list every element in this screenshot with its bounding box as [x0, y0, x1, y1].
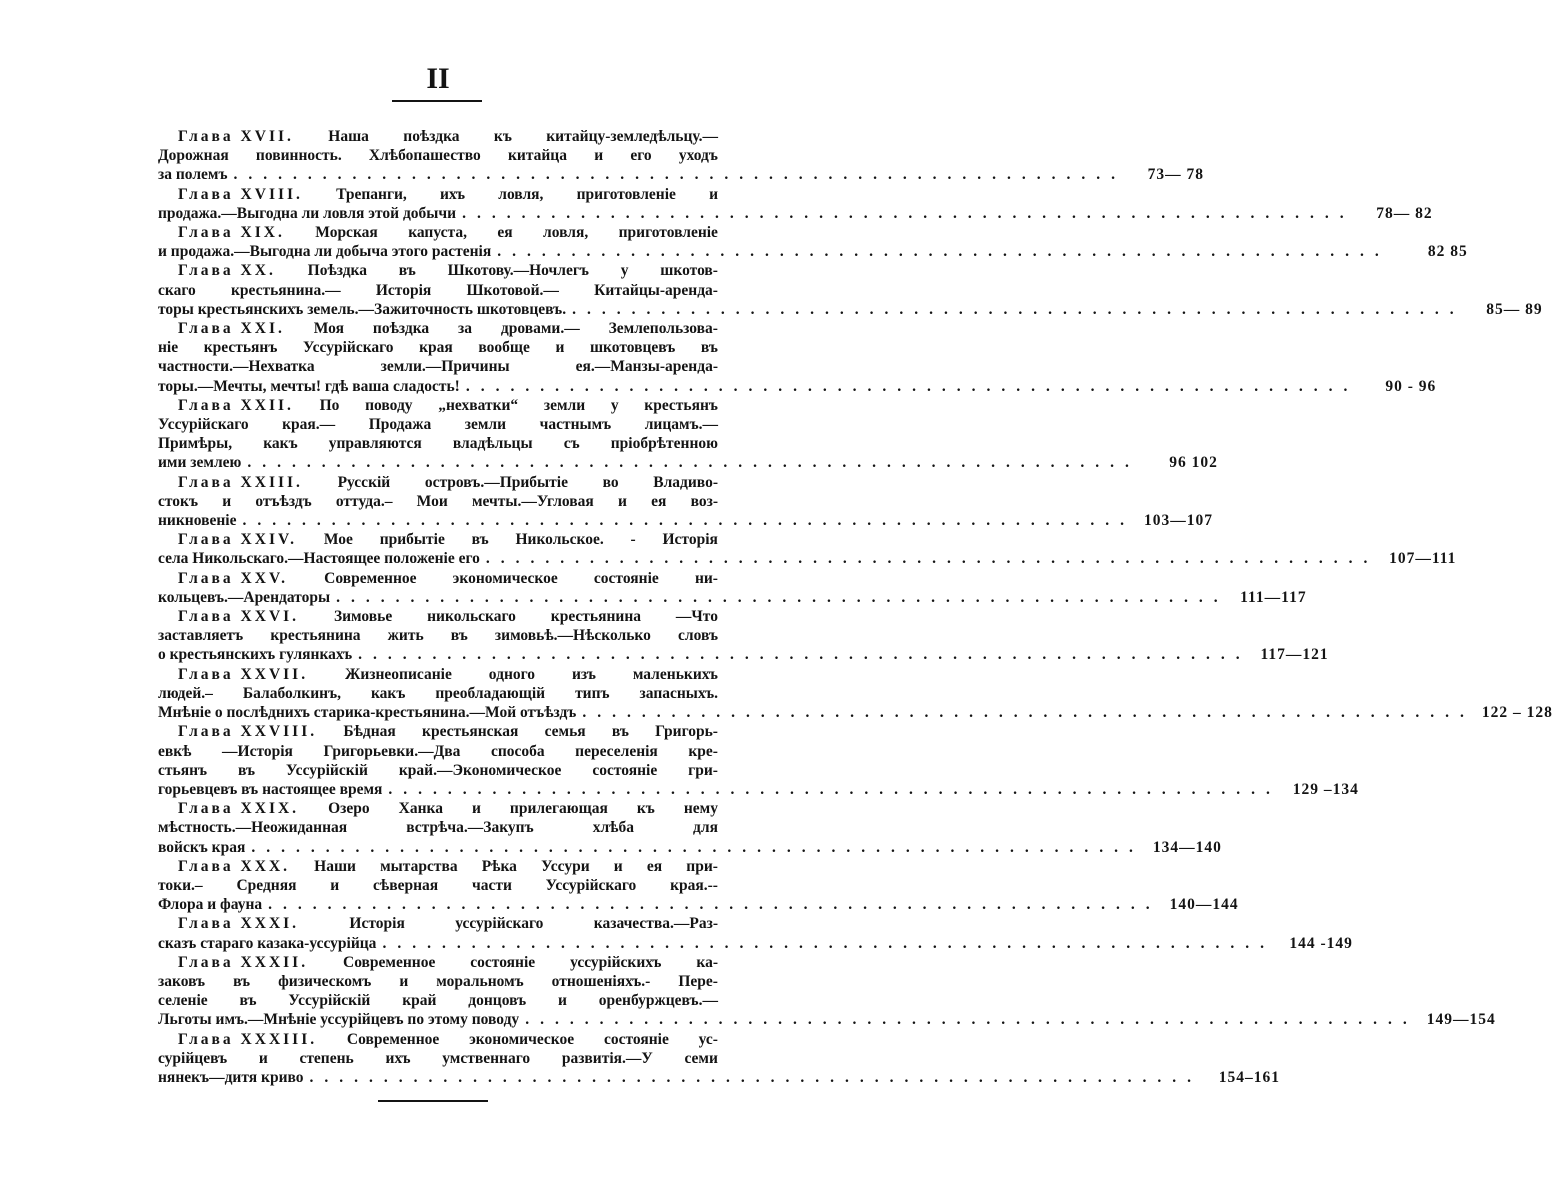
entry-first-line: Глава XVII. Наша поѣздка къ китайцу-земледѣльцу.— — [178, 128, 718, 145]
toc-entry — [158, 127, 1205, 185]
dot-leader: ............................................................ — [268, 896, 1161, 914]
entry-last-text: войскъ края — [158, 838, 246, 856]
chapter-label: Глава XXXIII. — [178, 1030, 318, 1048]
entry-last-text: кольцевъ.—Арендаторы — [158, 588, 331, 606]
page-range: 90 - 96 — [1385, 377, 1437, 395]
toc-entry — [158, 319, 1437, 396]
entry-middle-line: Уссурійскаго края.— Продажа земли частнымъ лицамъ.— — [158, 416, 718, 434]
entry-last-line — [158, 300, 1543, 319]
dot-leader: ............................................................ — [582, 704, 1475, 722]
entry-first-line: Глава XXIX. Озеро Ханка и прилегающая къ нему — [178, 800, 718, 818]
entry-last-text: Мнѣніе о послѣднихъ старика-крестьянина.—Мой отъѣздъ — [158, 704, 577, 722]
dot-leader: ............................................................ — [309, 1068, 1203, 1086]
chapter-label: Глава XXXII. — [178, 953, 309, 971]
dot-leader: ............................................................ — [233, 166, 1127, 184]
table-of-contents — [158, 127, 1553, 1087]
entry-last-line — [158, 1068, 1281, 1087]
dot-leader: ............................................................ — [465, 377, 1359, 395]
entry-last-text: никновеніе — [158, 512, 237, 530]
page-range: 154–161 — [1218, 1068, 1281, 1086]
entry-last-line — [158, 703, 1553, 722]
entry-last-line — [158, 204, 1433, 223]
page-range: 111—117 — [1240, 588, 1307, 606]
dot-leader: ............................................................ — [525, 1011, 1418, 1029]
closing-rule — [378, 1100, 488, 1102]
entry-first-line: Глава XXVIII. Бѣдная крестьянская семья въ Григорь- — [178, 723, 718, 741]
entry-last-line — [158, 377, 1437, 396]
entry-middle-line: людей.– Балаболкинъ, какъ преобладающій типъ запасныхъ. — [158, 684, 718, 702]
entry-last-line — [158, 780, 1359, 799]
dot-leader: ............................................................ — [242, 512, 1135, 530]
entry-first-line: Глава XVIII. Трепанги, ихъ ловля, приготовленіе и — [178, 185, 718, 203]
entry-first-line: Глава XXVI. Зимовье никольскаго крестьянина —Что — [178, 608, 718, 626]
dot-leader: ............................................................ — [497, 243, 1390, 261]
entry-first-line: Глава XXVII. Жизнеописаніе одного изъ маленькихъ — [178, 665, 718, 683]
entry-middle-line: скаго крестьянина.— Исторія Шкотовой.— Китайцы-арендa- — [158, 281, 718, 299]
page-range: 129 –134 — [1292, 780, 1359, 798]
toc-entry — [158, 722, 1359, 799]
toc-entry — [158, 1030, 1281, 1088]
entry-first-line: Глава XXXI. Исторія уссурійскаго казачества.—Раз- — [178, 915, 718, 933]
page-number-rule — [392, 100, 482, 102]
page-range: 85— 89 — [1486, 300, 1543, 318]
page-range: 78— 82 — [1376, 204, 1433, 222]
chapter-label: Глава XXII. — [178, 396, 294, 414]
dot-leader: ............................................................ — [251, 838, 1144, 856]
chapter-label: Глава XIX. — [178, 224, 285, 242]
chapter-label: Глава XXV. — [178, 569, 289, 587]
dot-leader: ............................................................ — [388, 780, 1281, 798]
entry-last-line — [158, 588, 1307, 607]
entry-middle-line: заставляетъ крестьянина жить въ зимовьѣ.—Нѣсколько словъ — [158, 627, 718, 645]
page-range: 107—111 — [1389, 550, 1457, 568]
entry-first-line: Глава XXXII. Современное состояніе уссурійскихъ ка- — [178, 953, 718, 971]
chapter-label: Глава XXIX. — [178, 800, 300, 818]
entry-middle-line: ніе крестьянъ Уссурійскаго края вообще и шкотовцевъ въ — [158, 339, 718, 357]
chapter-label: Глава XXX. — [178, 857, 291, 875]
entry-first-line: Глава XXX. Наши мытарства Рѣка Уссури и ея при- — [178, 857, 718, 875]
entry-last-line — [158, 511, 1213, 530]
entry-first-line: Глава XXIII. Русскій островъ.—Прибытіе во Владиво- — [178, 473, 718, 491]
page-range: 140—144 — [1169, 896, 1239, 914]
entry-last-line — [158, 453, 1218, 472]
entry-last-text: Флора и фауна — [158, 896, 263, 914]
entry-last-line — [158, 549, 1457, 568]
page-range: 122 – 128 — [1481, 704, 1553, 722]
entry-last-text: и продажа.—Выгодна ли добыча этого растенія — [158, 243, 492, 261]
page-number: II — [426, 62, 450, 95]
entry-middle-line: Примѣры, какъ управляются владѣльцы съ пріобрѣтенною — [158, 435, 718, 453]
entry-last-line — [158, 165, 1205, 184]
entry-middle-line: стокъ и отъѣздъ оттуда.– Мои мечты.—Угловая и ея воз- — [158, 492, 718, 510]
entry-first-line: Глава XXIV. Мое прибытіе въ Никольское. - Исторія — [178, 531, 718, 549]
entry-last-text: нянекъ—дитя криво — [158, 1068, 304, 1086]
toc-entry — [158, 914, 1353, 952]
chapter-label: Глава XVII. — [178, 128, 294, 145]
toc-entry — [158, 953, 1496, 1030]
chapter-label: Глава XXVI. — [178, 608, 300, 626]
entry-last-text: ими землею — [158, 454, 242, 472]
toc-entry — [158, 530, 1457, 568]
dot-leader: ............................................................ — [382, 934, 1275, 952]
entry-last-text: продажа.—Выгодна ли ловля этой добычи — [158, 204, 457, 222]
entry-middle-line: Дорожная повинность. Хлѣбопашество китайца и его уходъ — [158, 147, 718, 165]
toc-entry — [158, 223, 1468, 261]
chapter-label: Глава XVIII. — [178, 185, 303, 203]
entry-middle-line: токи.– Средняя и сѣверная части Уссурійскаго края.-- — [158, 876, 718, 894]
toc-entry — [158, 396, 1218, 473]
entry-last-text: села Никольскаго.—Настоящее положеніе его — [158, 550, 480, 568]
entry-last-line — [158, 934, 1353, 953]
entry-last-text: за полемъ — [158, 166, 228, 184]
dot-leader: ............................................................ — [247, 454, 1140, 472]
dot-leader: ............................................................ — [485, 550, 1379, 568]
page-range: 117—121 — [1260, 646, 1329, 664]
toc-entry — [158, 569, 1307, 607]
entry-middle-line: евкѣ —Исторія Григорьевки.—Два способа переселенія кре- — [158, 742, 718, 760]
entry-last-text: торы крестьянскихъ земель.—Зажиточность шкотовцевъ. — [158, 300, 567, 318]
entry-last-text: торы.—Мечты, мечты! гдѣ ваша сладость! — [158, 377, 460, 395]
page-range: 134—140 — [1152, 838, 1222, 856]
toc-entry — [158, 665, 1553, 723]
chapter-label: Глава XXIII. — [178, 473, 303, 491]
entry-first-line: Глава XXV. Современное экономическое состояніе ни- — [178, 569, 718, 587]
entry-middle-line: заковъ въ физическомъ и моральномъ отношеніяхъ.- Пере- — [158, 972, 718, 990]
entry-last-text: горьевцевъ въ настоящее время — [158, 780, 383, 798]
toc-entry — [158, 261, 1543, 319]
dot-leader: ............................................................ — [336, 588, 1229, 606]
chapter-label: Глава XXVII. — [178, 665, 309, 683]
entry-first-line: Глава XIX. Морская капуста, ея ловля, приготовленіе — [178, 224, 718, 242]
chapter-label: Глава XXIV. — [178, 531, 298, 549]
toc-entry — [158, 607, 1329, 665]
page-range: 149—154 — [1426, 1011, 1496, 1029]
toc-entry — [158, 473, 1213, 531]
entry-first-line: Глава XXII. По поводу „нехватки“ земли у крестьянъ — [178, 396, 718, 414]
entry-middle-line: сурійцевъ и степень ихъ умственнаго развитія.—У семи — [158, 1049, 718, 1067]
toc-entry — [158, 857, 1239, 915]
entry-last-text: о крестьянскихъ гулянкахъ — [158, 646, 353, 664]
entry-last-line — [158, 1010, 1496, 1029]
chapter-label: Глава XXXI. — [178, 915, 300, 933]
chapter-label: Глава XX. — [178, 262, 276, 280]
page-range: 82 85 — [1427, 243, 1468, 261]
dot-leader: ............................................................ — [462, 204, 1355, 222]
entry-last-text: Льготы имъ.—Мнѣніе уссурійцевъ по этому поводу — [158, 1011, 520, 1029]
entry-last-line — [158, 895, 1239, 914]
toc-entry — [158, 185, 1433, 223]
entry-last-line — [158, 838, 1222, 857]
entry-first-line: Глава XXI. Моя поѣздка за дровами.— Землепользова- — [178, 320, 718, 338]
entry-middle-line: селеніе въ Уссурійскій край донцовъ и оренбуржцевъ.— — [158, 992, 718, 1010]
page-range: 144 -149 — [1289, 934, 1353, 952]
dot-leader: ............................................................ — [358, 646, 1251, 664]
entry-first-line: Глава XX. Поѣздка въ Шкотову.—Ночлегъ у шкотов- — [178, 262, 718, 280]
entry-last-line — [158, 645, 1329, 664]
page-range: 103—107 — [1143, 512, 1213, 530]
chapter-label: Глава XXVIII. — [178, 723, 318, 741]
entry-last-text: сказъ стараго казака-уссурійца — [158, 934, 377, 952]
entry-last-line — [158, 242, 1468, 261]
entry-middle-line: стьянъ въ Уссурійскій край.—Экономическое состояніе гри- — [158, 761, 718, 779]
page-range: 73— 78 — [1147, 166, 1205, 184]
toc-entry — [158, 799, 1222, 857]
dot-leader: ............................................................ — [572, 300, 1465, 318]
chapter-label: Глава XXI. — [178, 320, 285, 338]
entry-first-line: Глава XXXIII. Современное экономическое состояніе ус- — [178, 1030, 718, 1048]
entry-middle-line: частности.—Нехватка земли.—Причины ея.—Манзы-арендa- — [158, 358, 718, 376]
entry-middle-line: мѣстность.—Неожиданная встрѣча.—Закупъ хлѣба для — [158, 819, 718, 837]
page-range: 96 102 — [1169, 454, 1218, 472]
